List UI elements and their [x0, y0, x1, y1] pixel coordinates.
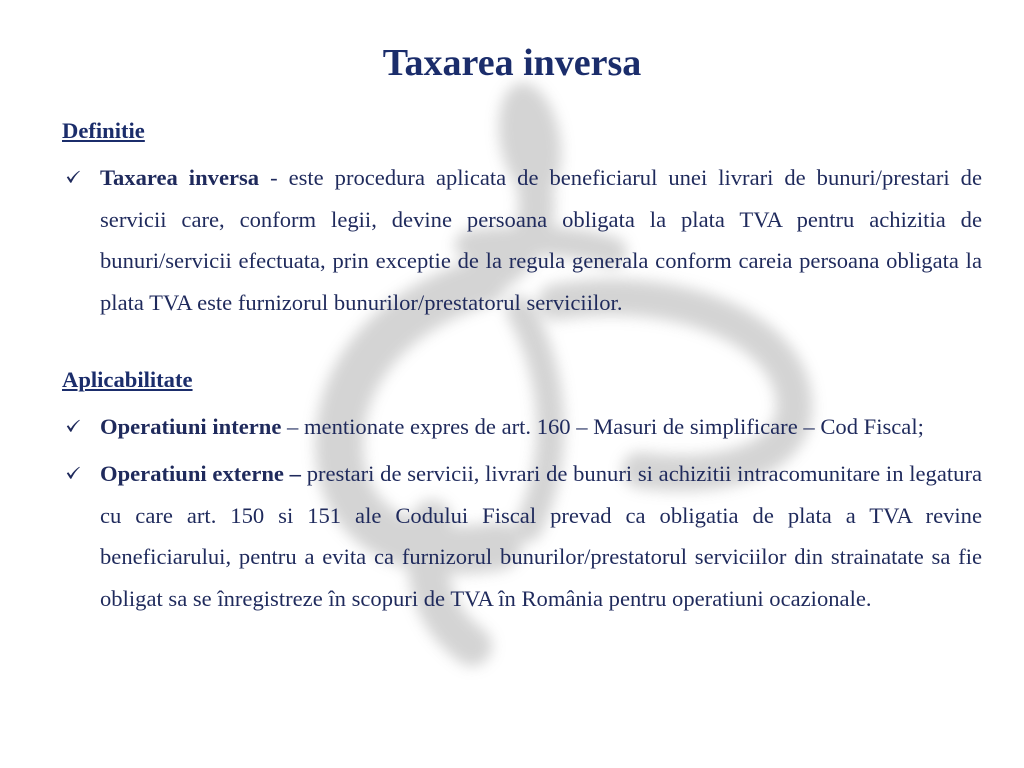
checkmark-icon	[66, 419, 80, 433]
checkmark-icon	[66, 170, 80, 184]
bullet-item	[100, 157, 982, 323]
slide-title: Taxarea inversa	[382, 42, 642, 84]
bullet-lead-text: Operatiuni interne	[100, 414, 282, 439]
bullet-item	[100, 453, 982, 619]
bullet-lead-text: Taxarea inversa	[100, 165, 260, 190]
bullet-lead-text: Operatiuni externe –	[100, 461, 301, 486]
bullet-body-text: - este procedura aplicata de beneficiarul unei livrari de bunuri/prestari de servicii care, conform legii, devine persoana obligata la plata TVA pentru achizitia de bunuri/servicii efectuata, prin exceptie de la regula generala conform careia persoana obligata la plata TVA este furnizorul bunurilor/prestatorul serviciilor.	[100, 165, 982, 315]
bullet-body-text: – mentionate expres de art. 160 – Masuri de simplificare – Cod Fiscal;	[281, 414, 924, 439]
section-heading-definitie: Definitie	[62, 118, 145, 143]
slash-word: bunuri/servicii	[100, 248, 232, 273]
bullet-item	[100, 406, 982, 448]
slash-word: bunuri/prestari	[816, 165, 950, 190]
checkmark-icon	[66, 466, 80, 480]
slash-word: bunurilor/prestatorul	[333, 289, 521, 315]
section-heading-aplicabilitate: Aplicabilitate	[62, 367, 193, 392]
slash-word: bunurilor/prestatorul	[500, 544, 687, 569]
bullet-body-text: prestari de servicii, livrari de bunuri si achizitii intracomunitare in legatura cu care art. 150 si 151 ale Codului Fiscal prevad ca obligatia de plata a TVA revine beneficiarului, pentru a evita ca furnizorul bunurilor/prestatorul serviciilor din strainatate sa fie obligat sa se înregistreze în scopuri de TVA în România pentru operatiuni ocazionale.	[100, 461, 982, 611]
